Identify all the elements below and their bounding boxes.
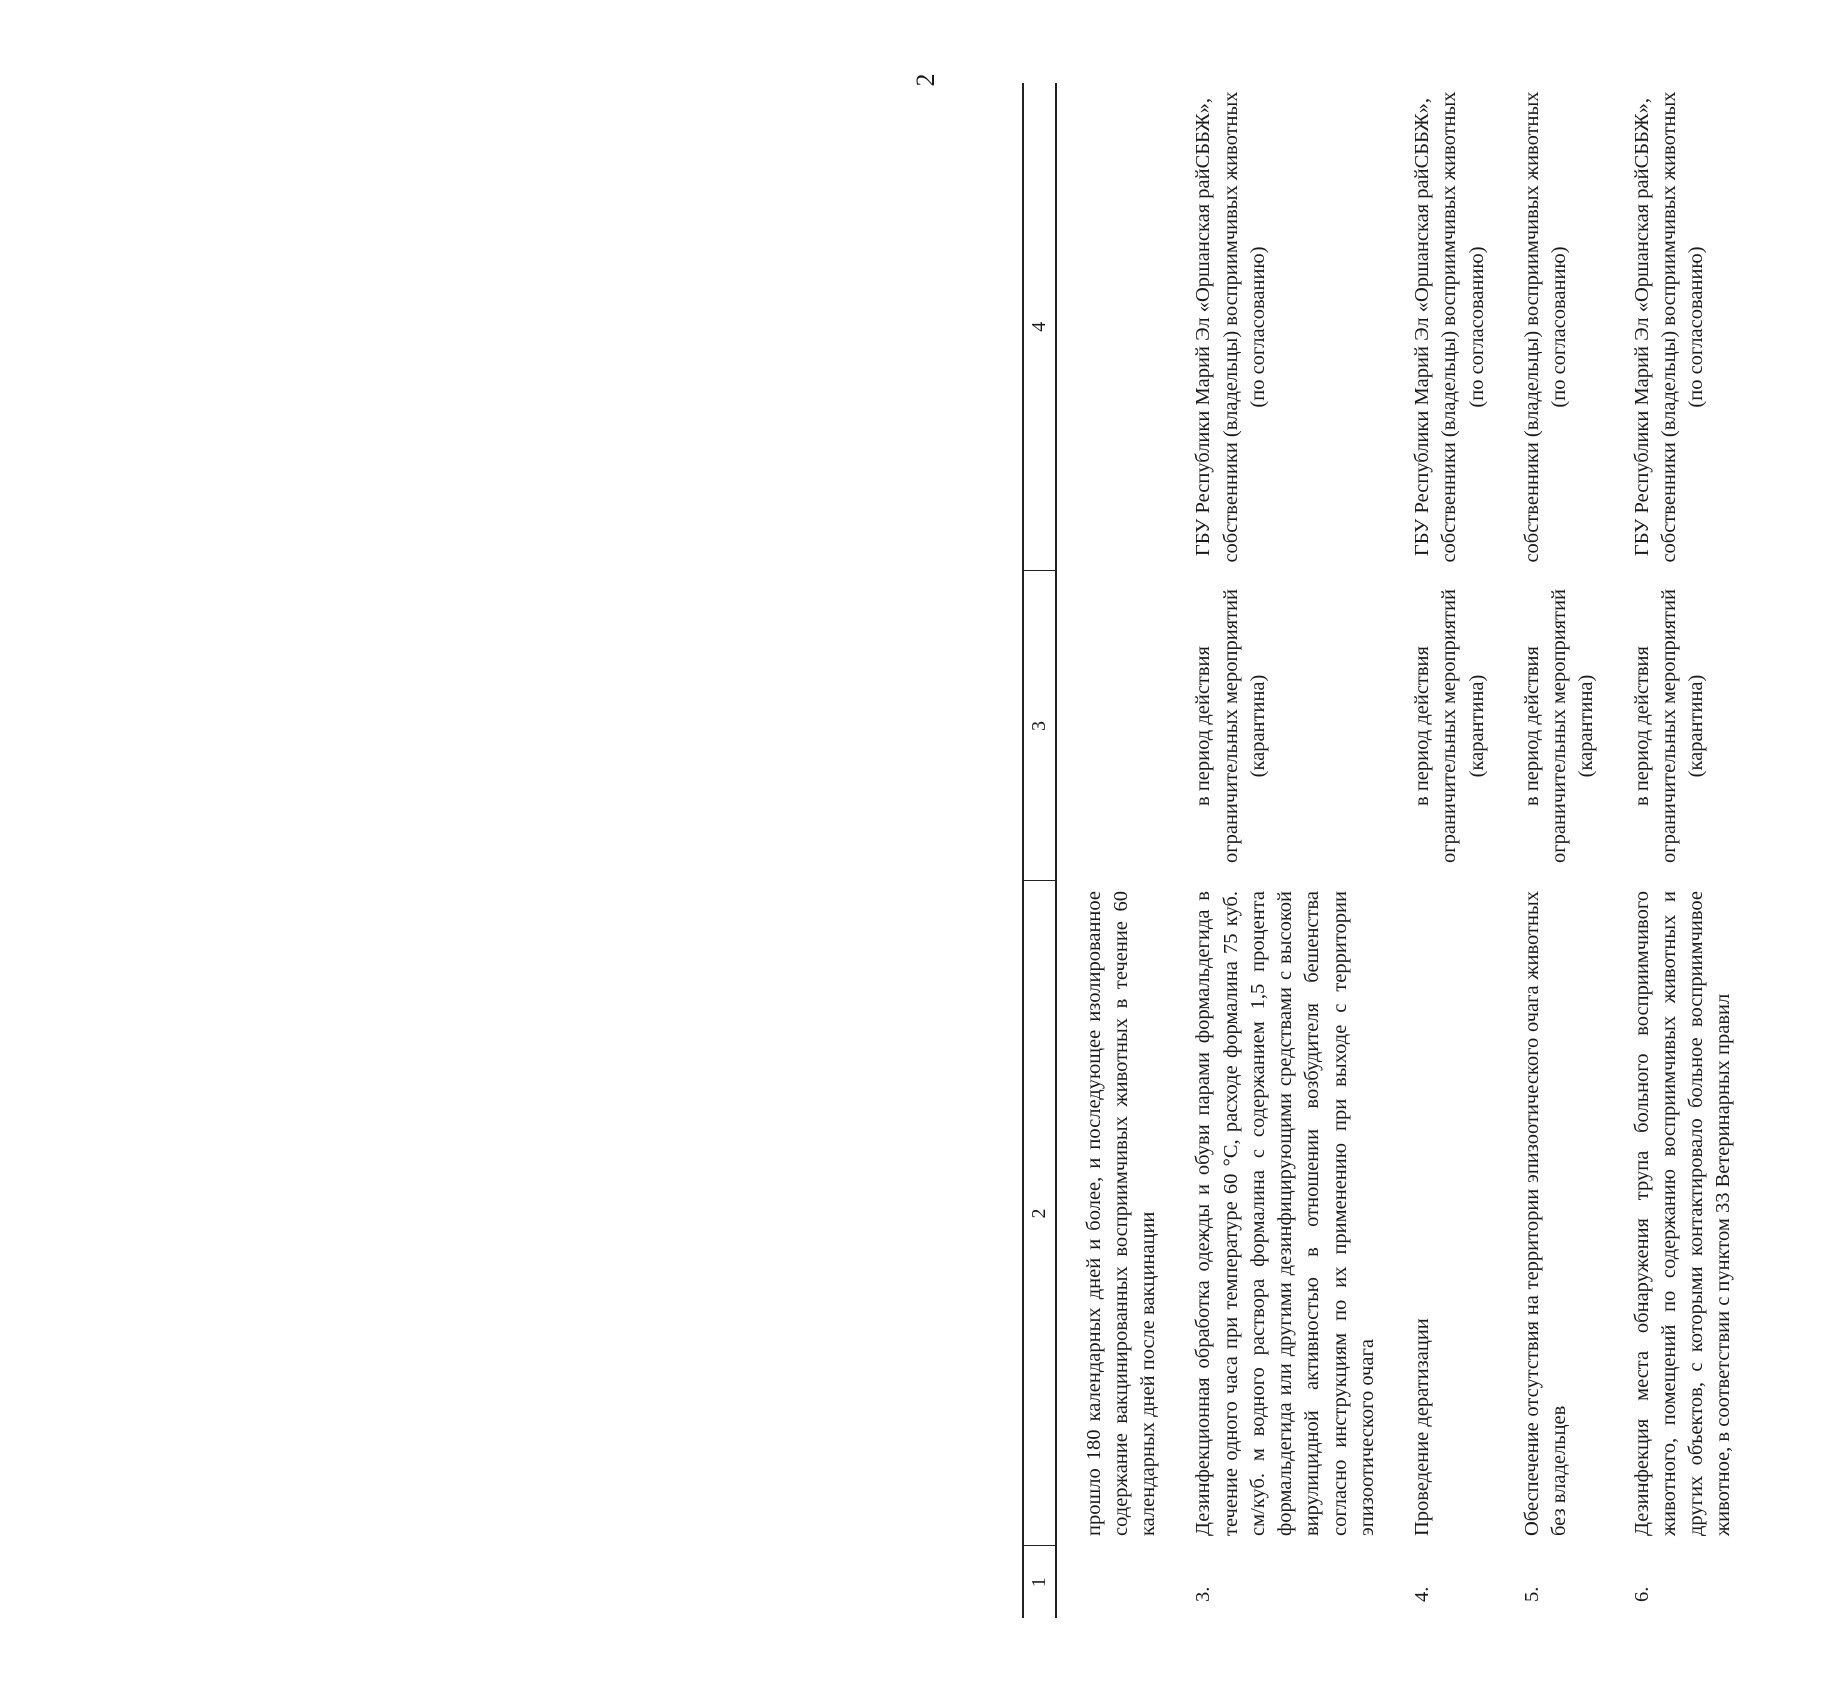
row-description: Проведение дератизации	[1411, 1318, 1434, 1536]
header-col-3: 3	[1023, 571, 1056, 881]
row-description: Дезинфекционная обработка одежды и обуви парами формальдегида в течение одного часа при температуре 60 °С, расходе формалина 75 куб. см/куб. м водного раствора формалина с содержанием 1,5 процента формальдегида или другими дезинфицирующими средствами с высокой вирулицидной активностью в отношении возбудителя бешенства согласно инструкциям по их применению при выходе с территории эпизоотического очага	[1192, 891, 1378, 1536]
row-responsible	[1056, 83, 1163, 571]
table-row	[1409, 83, 1491, 1618]
row-period: в период действия ограничительных мероприятий (карантина)	[1192, 588, 1269, 864]
row-period	[1056, 571, 1163, 881]
row-description: прошло 180 календарных дней и более, и последующее изолированное содержание вакцинированных восприимчивых животных в течение 60 календарных дней после вакцинации	[1082, 891, 1160, 1536]
page-number: 2	[911, 73, 940, 87]
table-header-row	[1023, 83, 1056, 1618]
row-responsible: ГБУ Республики Марий Эл «Оршанская райСББЖ», собственники (владельцы) восприимчивых животных (по согласованию)	[1411, 91, 1488, 563]
header-col-2: 2	[1023, 881, 1056, 1546]
header-col-1: 1	[1023, 1546, 1056, 1618]
row-responsible: собственники (владельцы) восприимчивых животных (по согласованию)	[1520, 91, 1571, 563]
table-row	[1629, 83, 1738, 1618]
row-period: в период действия ограничительных мероприятий (карантина)	[1411, 588, 1488, 864]
row-number: 6.	[1630, 1586, 1653, 1602]
row-number: 5.	[1520, 1586, 1543, 1602]
row-spacer	[1601, 83, 1629, 1618]
row-description: Обеспечение отсутствия на территории эпизоотического очага животных без владельцев	[1520, 891, 1571, 1536]
row-number	[1056, 1546, 1163, 1618]
table-row	[1056, 83, 1163, 1618]
row-spacer	[1381, 83, 1409, 1618]
row-spacer	[1162, 83, 1190, 1618]
row-spacer	[1491, 83, 1519, 1618]
row-description: Дезинфекция места обнаружения трупа больного восприимчивого животного, помещений по содержанию восприимчивых животных и других объектов, с которыми контактировало больное восприимчивое животное, в соответствии с пунктом 33 Ветеринарных правил	[1630, 891, 1735, 1536]
header-col-4: 4	[1023, 83, 1056, 571]
row-period: в период действия ограничительных мероприятий (карантина)	[1630, 588, 1708, 864]
measures-table	[1022, 83, 1738, 1618]
row-number: 3.	[1192, 1586, 1215, 1602]
rotated-table-container	[1022, 83, 1830, 1618]
table-row	[1519, 83, 1601, 1618]
row-responsible: ГБУ Республики Марий Эл «Оршанская райСББЖ», собственники (владельцы) восприимчивых животных (по согласованию)	[1192, 91, 1269, 563]
row-number: 4.	[1411, 1586, 1434, 1602]
row-responsible: ГБУ Республики Марий Эл «Оршанская райСББЖ», собственники (владельцы) восприимчивых животных (по согласованию)	[1630, 91, 1708, 563]
row-period: в период действия ограничительных мероприятий (карантина)	[1520, 588, 1598, 864]
table-row	[1190, 83, 1381, 1618]
